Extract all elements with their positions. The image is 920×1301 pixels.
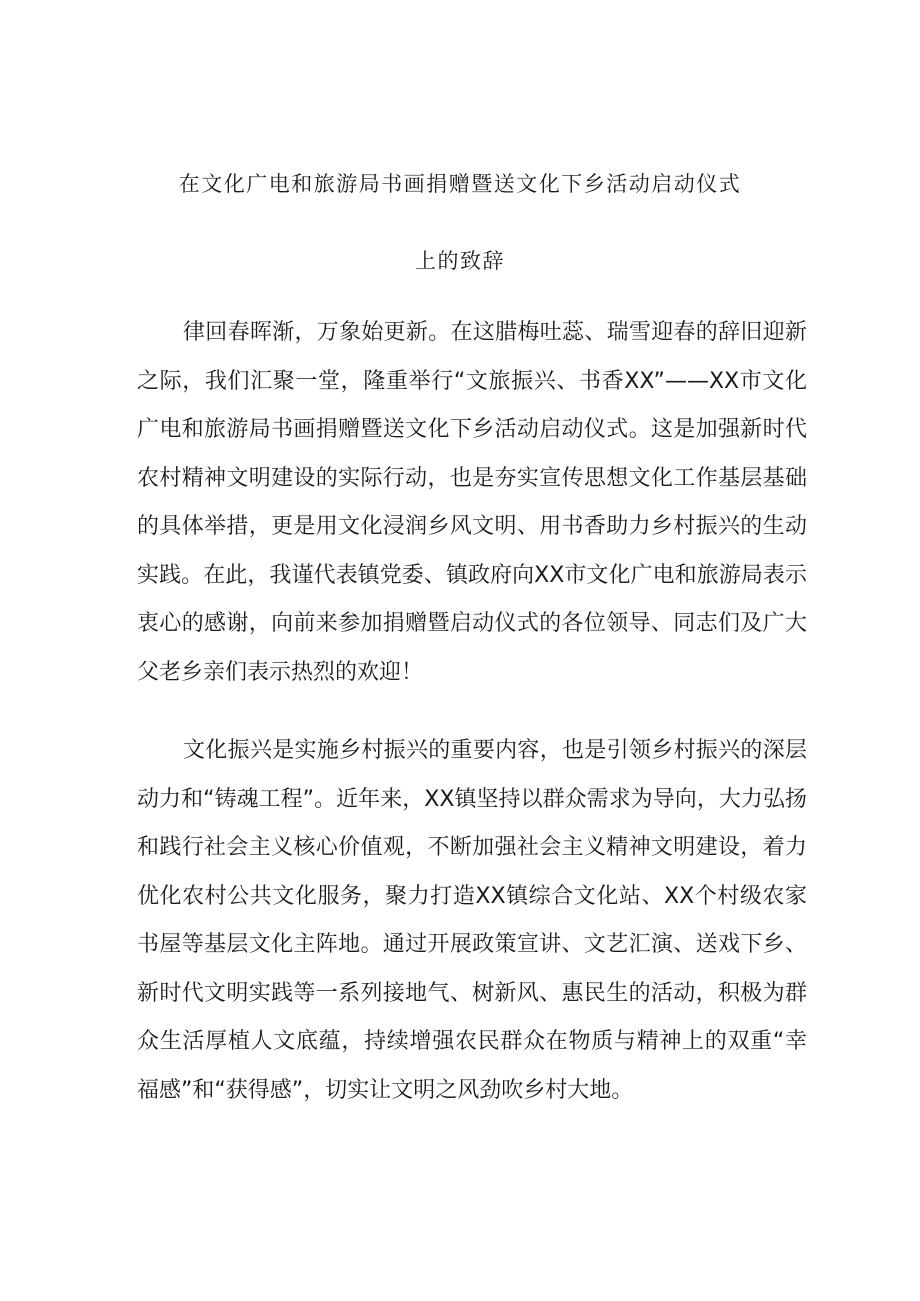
body-paragraph-1: 律回春晖渐，万象始更新。在这腊梅吐蕊、瑞雪迎春的辞旧迎新之际，我们汇聚一堂，隆重举行“文旅振兴、书香XX”——XX市文化广电和旅游局书画捐赠暨送文化下乡活动启动仪式。这是加强新时代农村精神文明建设的实际行动，也是夯实宣传思想文化工作基层基础的具体举措，更是用文化浸润乡风文明、用书香助力乡村振兴的生动实践。在此，我谨代表镇党委、镇政府向XX市文化广电和旅游局表示衷心的感谢，向前来参加捐赠暨启动仪式的各位领导、同志们及广大父老乡亲们表示热烈的欢迎！ — [137, 320, 807, 685]
body-paragraph-2: 文化振兴是实施乡村振兴的重要内容，也是引领乡村振兴的深层动力和“铸魂工程”。近年来，XX镇坚持以群众需求为导向，大力弘扬和践行社会主义核心价值观，不断加强社会主义精神文明建设，着力优化农村公共文化服务，聚力打造XX镇综合文化站、XX个村级农家书屋等基层文化主阵地。通过开展政策宣讲、文艺汇演、送戏下乡、新时代文明实践等一系列接地气、树新风、惠民生的活动，积极为群众生活厚植人文底蕴，持续增强农民群众在物质与精神上的双重“幸福感”和“获得感”，切实让文明之风劲吹乡村大地。 — [137, 738, 807, 1103]
document-title-line-1: 在文化广电和旅游局书画捐赠暨送文化下乡活动启动仪式 — [178, 172, 742, 196]
document-title-line-2: 上的致辞 — [415, 249, 505, 273]
